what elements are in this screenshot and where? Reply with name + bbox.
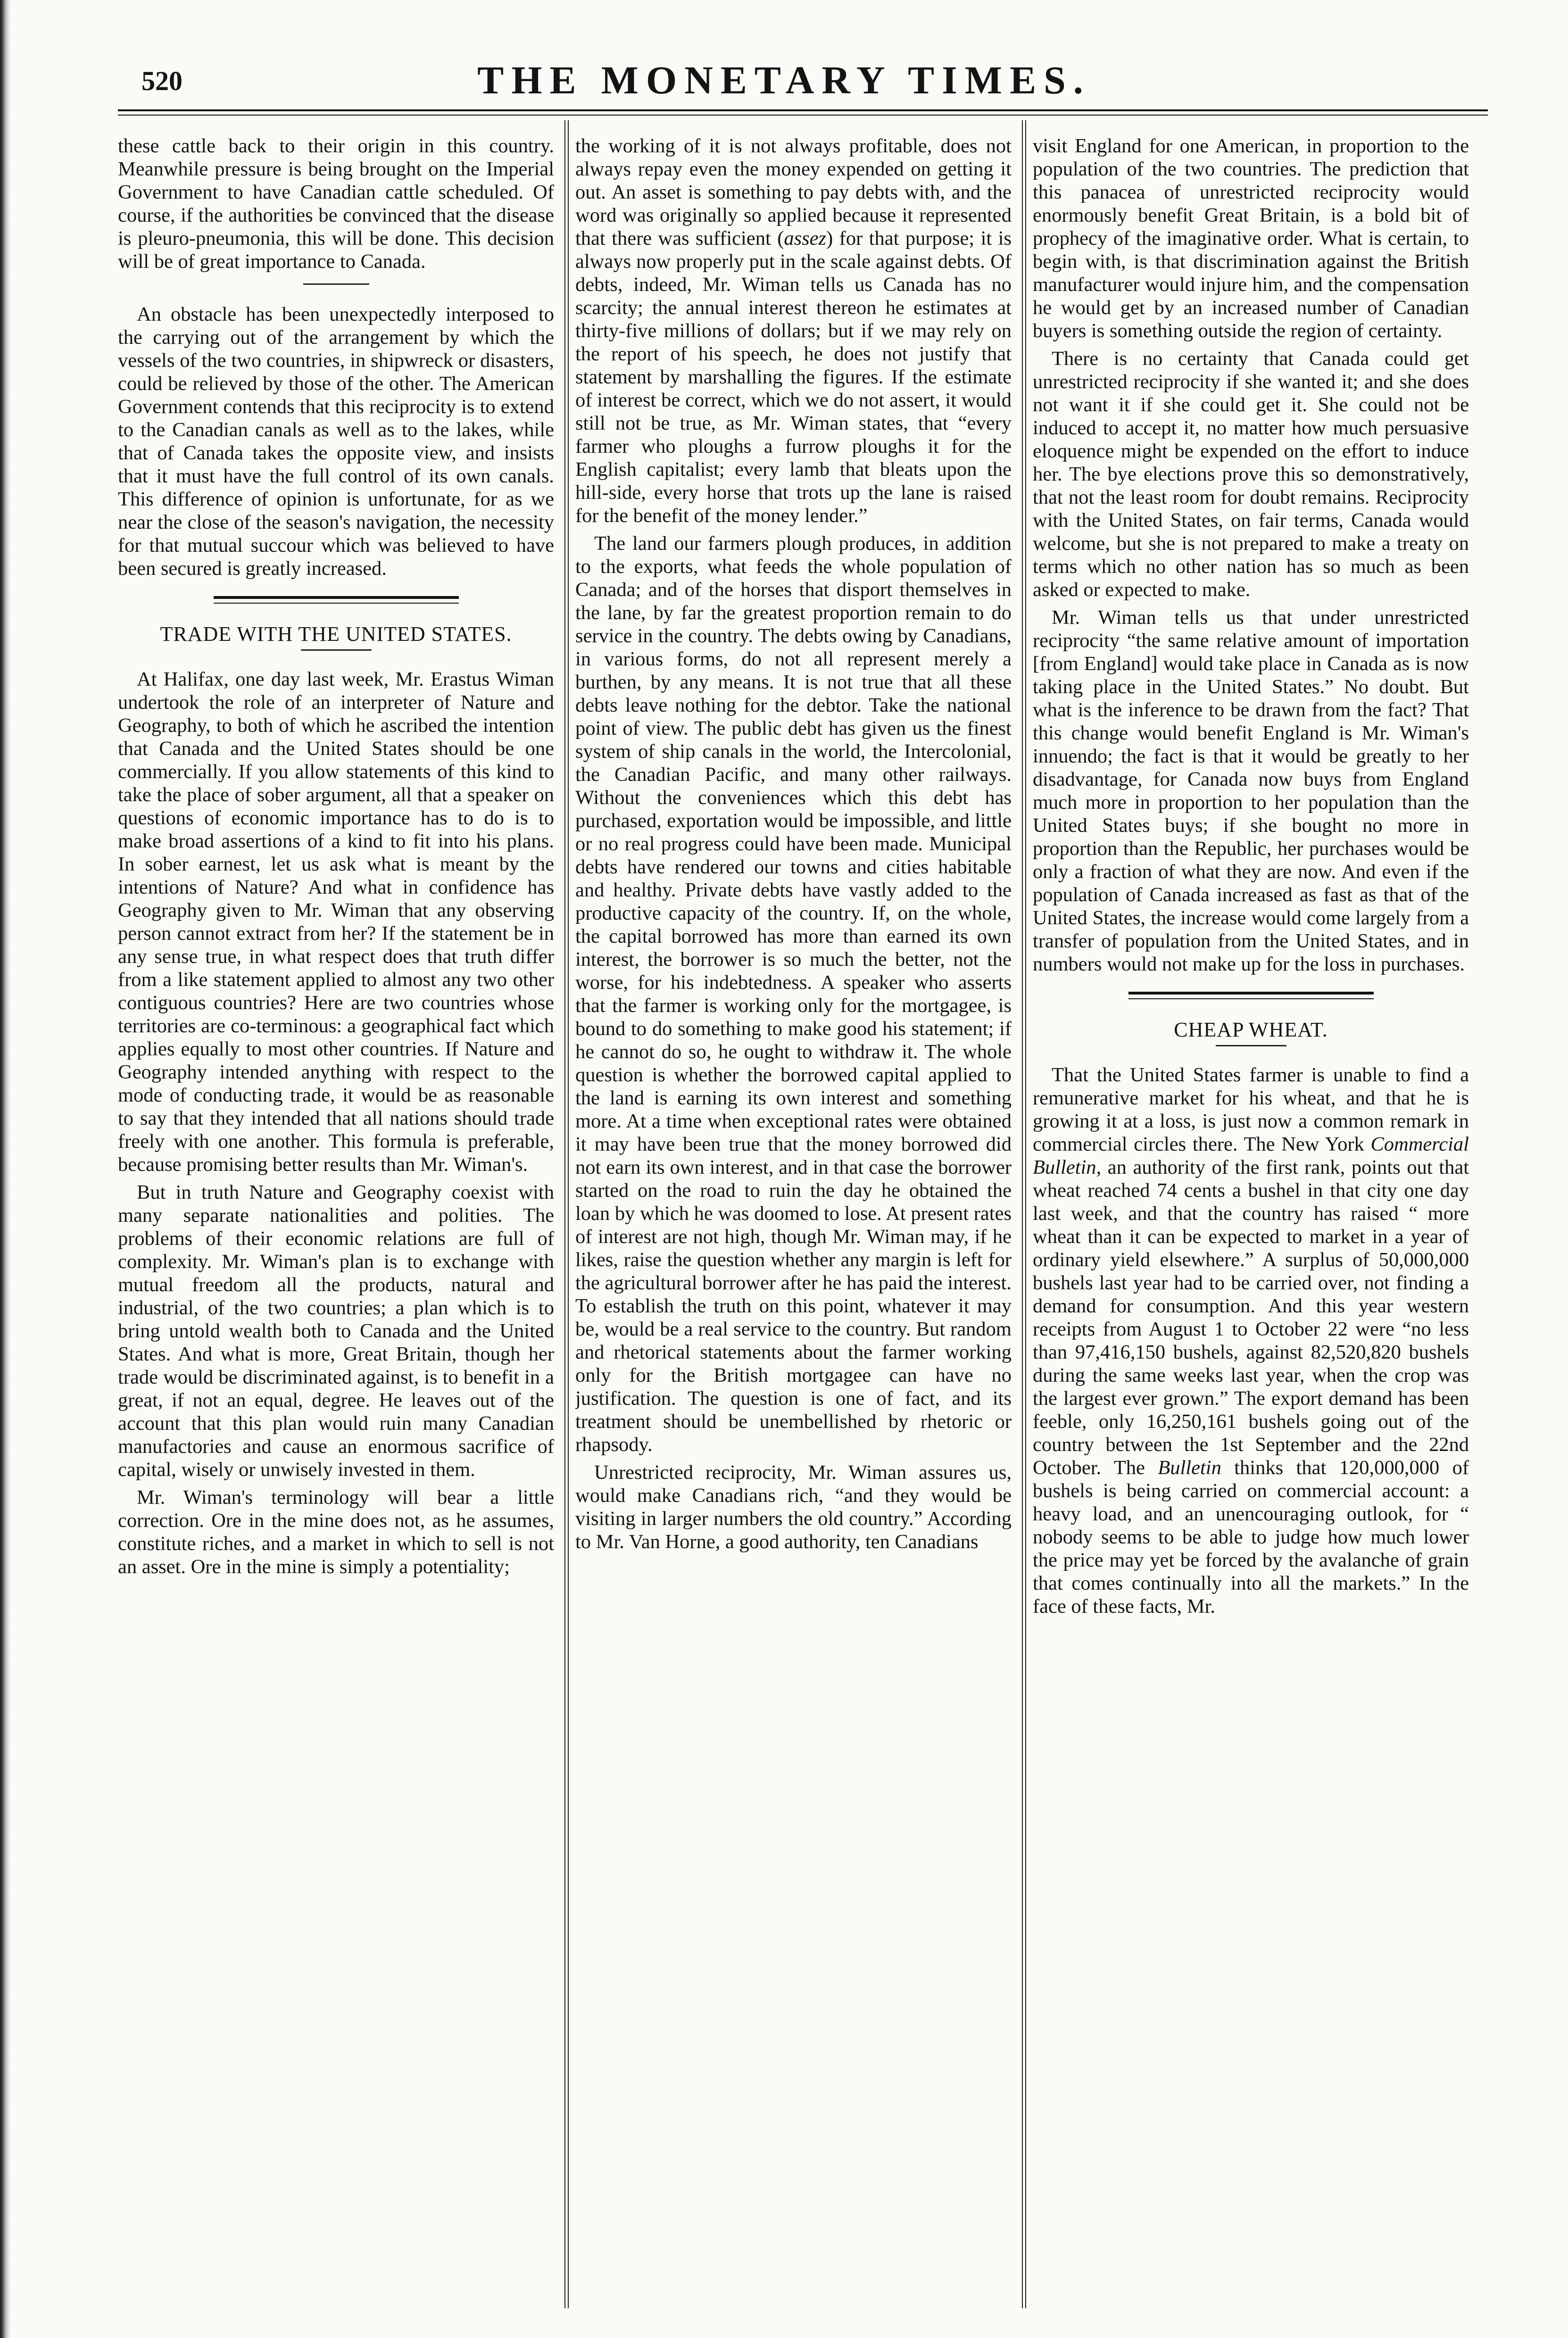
column-separator bbox=[564, 120, 569, 2308]
paragraph: Mr. Wiman tells us that under unrestricted reciprocity “the same relative amount of importation [from England] would take place in Canada as is now taking place in the United States.” No doubt. But what is the inference to be drawn from the fact? That this change would benefit England is Mr. Wiman's innuendo; the fact is that it would be greatly to her disadvantage, for Canada now buys from England much more in proportion to her population than the United States buys; if she bought no more in proportion than the Republic, her purchases would be only a fraction of what they are now. And even if the population of Canada increased as fast as that of the United States, the increase would come largely from a transfer of population from the United States, and in numbers would not make up for the loss in purchases. bbox=[1033, 606, 1469, 975]
section-heading-cheap-wheat: CHEAP WHEAT. bbox=[1174, 1018, 1328, 1041]
column-2 bbox=[575, 134, 1012, 2304]
paragraph: visit England for one American, in proportion to the population of the two countries. The prediction that this panacea of unrestricted reciprocity would enormously benefit Great Britain, is a bold bit of prophecy of the imaginative order. What is certain, to begin with, is that discrimination against the British manufacturer would injure him, and the compensation he would get by an increased number of Canadian buyers is something outside the region of certainty. bbox=[1033, 135, 1469, 342]
italic-title: Commercial Bulletin bbox=[1033, 1133, 1469, 1178]
page-number: 520 bbox=[141, 66, 183, 96]
italic-title: Bulletin bbox=[1158, 1457, 1221, 1479]
text-run: ) for that purpose; it is always now properly put in the scale against debts. Of debts, indeed, Mr. Wiman tells us Canada has no scarcity; the annual interest thereon he estimates at thirty-five millions of dollars; but if we may rely on the report of his speech, he does not justify that statement by marshalling the figures. If the estimate of interest be correct, which we do not assert, it would still not be true, as Mr. Wiman states, that “every farmer who ploughs a furrow ploughs it for the English capitalist; every lamb that bleats upon the hill-side, every horse that trots up the lane is raised for the benefit of the money lender.” bbox=[575, 227, 1012, 527]
section-heading-trade: TRADE WITH THE UNITED STATES. bbox=[160, 622, 512, 646]
column-3 bbox=[1033, 134, 1469, 2304]
column-1 bbox=[118, 134, 554, 2304]
paragraph: But in truth Nature and Geography coexist with many separate nationalities and polities. The problems of their economic relations are full of complexity. Mr. Wiman's plan is to exchange with mutual freedom all the products, natural and industrial, of the two countries; a plan which is to bring untold wealth both to Canada and the United States. And what is more, Great Britain, though her trade would be discriminated against, is to benefit in a great, if not an equal, degree. He leaves out of the account that this plan would ruin many Canadian manufactories and cause an enormous sacrifice of capital, wisely or unwisely invested in them. bbox=[118, 1181, 554, 1481]
section-rule bbox=[214, 596, 459, 604]
paragraph: Unrestricted reciprocity, Mr. Wiman assures us, would make Canadians rich, “and they would be visiting in larger numbers the old country.” According to Mr. Van Horne, a good authority, ten Canadians bbox=[575, 1461, 1012, 1553]
text-run: thinks that 120,000,000 of bushels is being carried on commercial account: a heavy load, and an unencouraging outlook, for “ nobody seems to be able to judge how much lower the price may yet be forced by the avalanche of grain that comes continually into all the markets.” In the face of these facts, Mr. bbox=[1033, 1457, 1469, 1617]
text-run: That the United States farmer is unable to find a remunerative market for his wheat, and that he is growing it at a loss, is just now a common remark in commercial circles there. The New York bbox=[1033, 1064, 1469, 1155]
paragraph: At Halifax, one day last week, Mr. Erastus Wiman undertook the role of an interpreter of Nature and Geography, to both of which he ascribed the intention that Canada and the United States should be one commercially. If you allow statements of this kind to take the place of sober argument, all that a speaker on questions of economic importance has to do is to make broad assertions of a kind to fit into his plans. In sober earnest, let us ask what is meant by the intentions of Nature? And what in confidence has Geography given to Mr. Wiman that any observing person cannot extract from her? If the statement be in any sense true, in what respect does that truth differ from a like statement applied to almost any two other contiguous countries? Here are two countries whose territories are co-terminous: a geographical fact which applies equally to most other countries. If Nature and Geography intended anything with respect to the mode of conducting trade, it would be as reasonable to say that they intended that all nations should trade freely with one another. This formula is preferable, because promising better results than Mr. Wiman's. bbox=[118, 668, 554, 1176]
divider bbox=[301, 649, 372, 651]
column-separator bbox=[1022, 120, 1026, 2308]
paragraph bbox=[575, 134, 1012, 527]
text-run: the working of it is not always profitable, does not always repay even the money expended on getting it out. An asset is something to pay debts with, and the word was originally so applied because it represented that there was sufficient ( bbox=[575, 135, 1012, 249]
section-rule bbox=[1128, 992, 1374, 999]
paragraph: An obstacle has been unexpectedly interposed to the carrying out of the arrangement by which the vessels of the two countries, in shipwreck or disasters, could be relieved by those of the other. The American Government contends that this reciprocity is to extend to the Canadian canals as well as to the lakes, while that of Canada takes the opposite view, and insists that it must have the full control of its own canals. This difference of opinion is unfortunate, for as we near the close of the season's navigation, the necessity for that mutual succour which was believed to have been secured is greatly increased. bbox=[118, 303, 554, 580]
paragraph: these cattle back to their origin in this country. Meanwhile pressure is being brought on the Imperial Government to have Canadian cattle scheduled. Of course, if the authorities be convinced that the disease is pleuro-pneumonia, this will be done. This decision will be of great importance to Canada. bbox=[118, 135, 554, 273]
divider bbox=[1216, 1045, 1286, 1046]
text-run: , an authority of the first rank, points out that wheat reached 74 cents a bushel in that city one day last week, and that the country has raised “ more wheat than it can be expected to market in a year of ordinary yield elsewhere.” A surplus of 50,000,000 bushels last year had to be carried over, not finding a demand for consumption. And this year western receipts from August 1 to October 22 were “no less than 97,416,150 bushels, against 82,520,820 bushels during the same weeks last year, when the crop was the largest ever grown.” The export demand has been feeble, only 16,250,161 bushels going out of the country between the 1st September and the 22nd October. The bbox=[1033, 1156, 1469, 1479]
paragraph bbox=[1033, 1063, 1469, 1618]
header-rule bbox=[118, 109, 1488, 116]
page-header bbox=[0, 47, 1568, 108]
masthead-title: THE MONETARY TIMES. bbox=[477, 58, 1091, 102]
paragraph: The land our farmers plough produces, in addition to the exports, what feeds the whole population of Canada; and of the horses that disport themselves in the lane, by far the greatest proportion remain to do service in the country. The debts owing by Canadians, in various forms, do not all represent merely a burthen, by any means. It is not true that all these debts leave nothing for the debtor. Take the national point of view. The public debt has given us the finest system of ship canals in the world, the Intercolonial, the Canadian Pacific, and many other railways. Without the conveniences which this debt has purchased, exportation would be impossible, and little or no real progress could have been made. Municipal debts have rendered our towns and cities habitable and healthy. Private debts have vastly added to the productive capacity of the country. If, on the whole, the capital borrowed has more than earned its own interest, the borrower is so much the better, not the worse, for his indebtedness. A speaker who asserts that the farmer is working only for the mortgagee, is bound to do something to make good his statement; if he cannot do so, he ought to withdraw it. The whole question is whether the borrowed capital applied to the land is earning its own interest and something more. At a time when exceptional rates were obtained it may have been true that the money borrowed did not earn its own interest, and in that case the borrower started on the road to ruin the day he obtained the loan by which he was doomed to lose. At present rates of interest are not high, though Mr. Wiman may, if he likes, raise the question whether any margin is left for the agricultural borrower after he has paid the interest. To establish the truth on this point, whatever it may be, would be a real service to the country. But random and rhetorical statements about the farmer working only for the British mortgagee can have no justification. The question is one of fact, and its treatment should be unembellished by rhetoric or rhapsody. bbox=[575, 532, 1012, 1456]
paragraph: Mr. Wiman's terminology will bear a little correction. Ore in the mine does not, as he assumes, constitute riches, and a market in which to sell is not an asset. Ore in the mine is simply a potentiality; bbox=[118, 1486, 554, 1578]
divider bbox=[303, 283, 369, 285]
paragraph: There is no certainty that Canada could get unrestricted reciprocity if she wanted it; and she does not want it if she could get it. She could not be induced to accept it, no matter how much persuasive eloquence might be expended on the effort to induce her. The bye elections prove this so demonstratively, that not the least room for doubt remains. Reciprocity with the United States, on fair terms, Canada would welcome, but she is not prepared to make a treaty on terms which no other nation has so much as been asked or expected to make. bbox=[1033, 348, 1469, 601]
page-edge-shadow bbox=[0, 0, 10, 2338]
italic-term: assez bbox=[784, 227, 827, 249]
